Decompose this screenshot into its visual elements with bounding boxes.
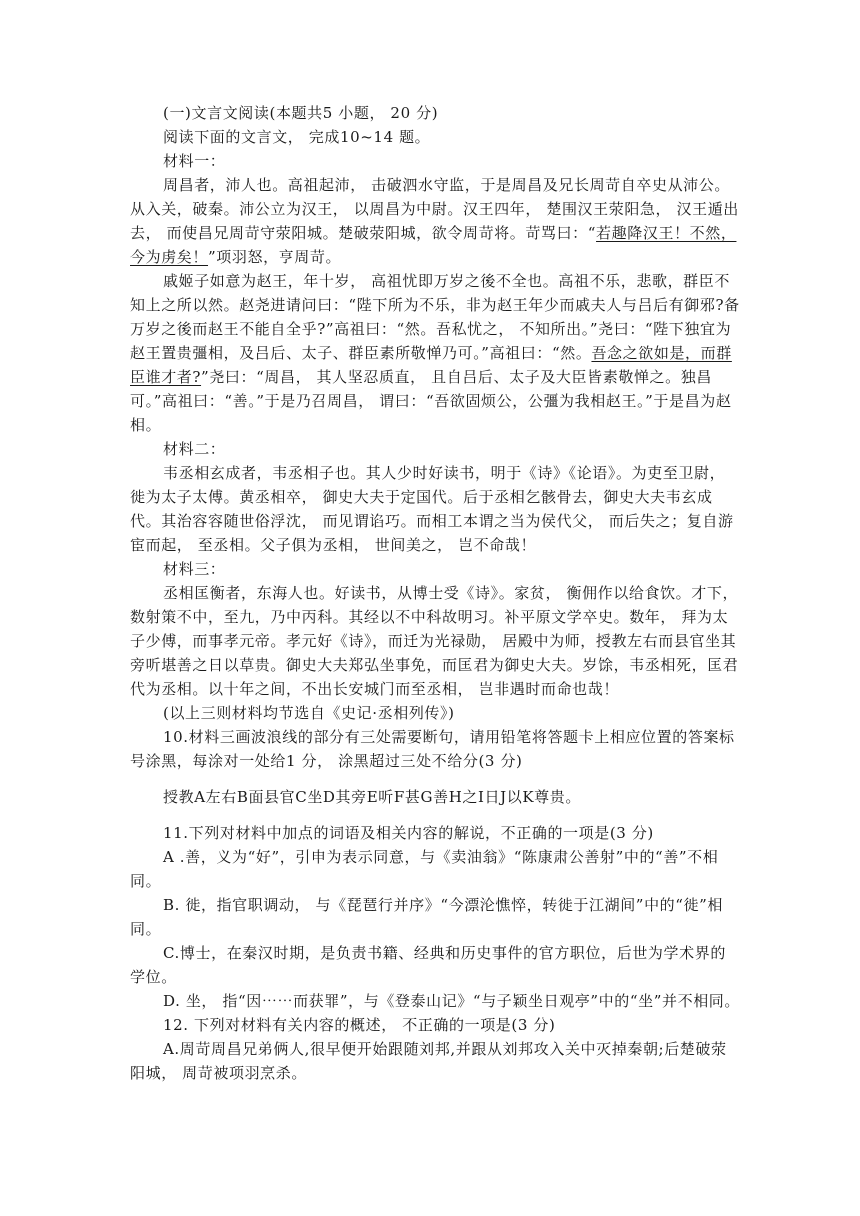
underlined-sentence-2: 吾念之欲如是，而群臣谁才者? (130, 344, 732, 386)
material1-p1-text-a: 周昌者，沛人也。高祖起沛， 击破泗水守监，于是周昌及兄长周苛自卒史从沛公。从入关，破秦。沛公立为汉王， 以周昌为中尉。汉王四年， 楚围汉王荥阳急， 汉王遁出去， 而使昌兄周苛守荥阳城。楚破荥阳城，欲令周苛将。苛骂曰：“ (130, 176, 739, 242)
material1-paragraph2 (130, 269, 740, 437)
underlined-sentence-1: 若趣降汉王！不然，今为虏矣！ (130, 224, 737, 266)
material3-label: 材料三： (163, 560, 226, 578)
question11-option-a: A .善，义为“好”，引申为表示同意，与《卖油翁》“陈康肃公善射”中的“善”不相同。 (130, 848, 719, 890)
question11-option-c: C.博士，在秦汉时期，是负责书籍、经典和历史事件的官方职位，后世为学术界的学位。 (130, 944, 726, 986)
material1-p2-text-b: ”尧曰：“周昌， 其人坚忍质直， 且自吕后、太子及大臣皆素敬惮之。独昌可。”高祖曰：“善。”于是乃召周昌， 谓曰：“吾欲固烦公，公彊为我相赵王。”于是昌为赵相。 (130, 368, 732, 434)
question10-stem: 10.材料三画波浪线的部分有三处需要断句，请用铅笔将答题卡上相应位置的答案标号涂黑，每涂对一处给1 分， 涂黑超过三处不给分(3 分) (130, 728, 735, 770)
material-source: (以上三则材料均节选自《史记·丞相列传》) (163, 704, 455, 722)
instruction: 阅读下面的文言文， 完成10~14 题。 (163, 128, 431, 146)
question11-option-d: D. 坐， 指“因⋯⋯而获罪”，与《登泰山记》“与子颖坐日观亭”中的“坐”并不相同。 (163, 992, 741, 1010)
material1-p1-text-b: ”项羽怒，亨周苛。 (208, 248, 342, 266)
material1-label: 材料一： (163, 152, 226, 170)
material2-label: 材料二： (163, 440, 226, 458)
question11-stem: 11.下列对材料中加点的词语及相关内容的解说，不正确的一项是(3 分) (163, 824, 654, 842)
question12-stem: 12. 下列对材料有关内容的概述， 不正确的一项是(3 分) (163, 1016, 556, 1034)
material2-paragraph: 韦丞相玄成者，韦丞相子也。其人少时好读书，明于《诗》《论语》。为吏至卫尉，徙为太子太傅。黄丞相卒， 御史大夫于定国代。后于丞相乞骸骨去，御史大夫韦玄成代。其治容容随世俗浮沈， 而见谓谄巧。而相工本谓之当为侯代父， 而后失之；复自游宦而起， 至丞相。父子俱为丞相， 世间美之， 岂不命哉！ (130, 464, 734, 554)
section-title: (一)文言文阅读(本题共5 小题， 20 分) (163, 104, 439, 122)
question11-option-b: B. 徙，指官职调动， 与《琵琶行并序》“今漂沦憔悴，转徙于江湖间”中的“徙”相同。 (130, 896, 724, 938)
material1-paragraph1 (130, 173, 740, 269)
question12-option-a: A.周苛周昌兄弟俩人,很早便开始跟随刘邦,并跟从刘邦攻入关中灭掉秦朝;后楚破荥阳城， 周苛被项羽烹杀。 (130, 1040, 727, 1082)
material1-p2-text-a: 戚姬子如意为赵王，年十岁， 高祖忧即万岁之後不全也。高祖不乐，悲歌，群臣不知上之所以然。赵尧进请问曰：“陛下所为不乐，非为赵王年少而戚夫人与吕后有御邪?备万岁之後而赵王不能自全乎?”高祖曰：“然。吾私忧之， 不知所出。”尧曰：“陛下独宜为赵王置贵彊相，及吕后、太子、群臣素所敬惮乃可。”高祖曰：“然。 (130, 272, 740, 362)
question10-sentence: 授教A左右B面县官C坐D其旁E听F甚G善H之I日J以K尊贵。 (163, 788, 581, 806)
material3-paragraph: 丞相匡衡者，东海人也。好读书，从博士受《诗》。家贫， 衡佣作以给食饮。才下，数射策不中，至九，乃中丙科。其经以不中科故明习。补平原文学卒史。数年， 拜为太子少傅，而事孝元帝。孝元好《诗》，而迁为光禄勋， 居殿中为师，授教左右而县官坐其旁听堪善之日以草贵。御史大夫郑弘坐事免，而匡君为御史大夫。岁馀，韦丞相死，匡君代为丞相。以十年之间，不出长安城门而至丞相， 岂非遇时而命也哉！ (130, 584, 739, 698)
